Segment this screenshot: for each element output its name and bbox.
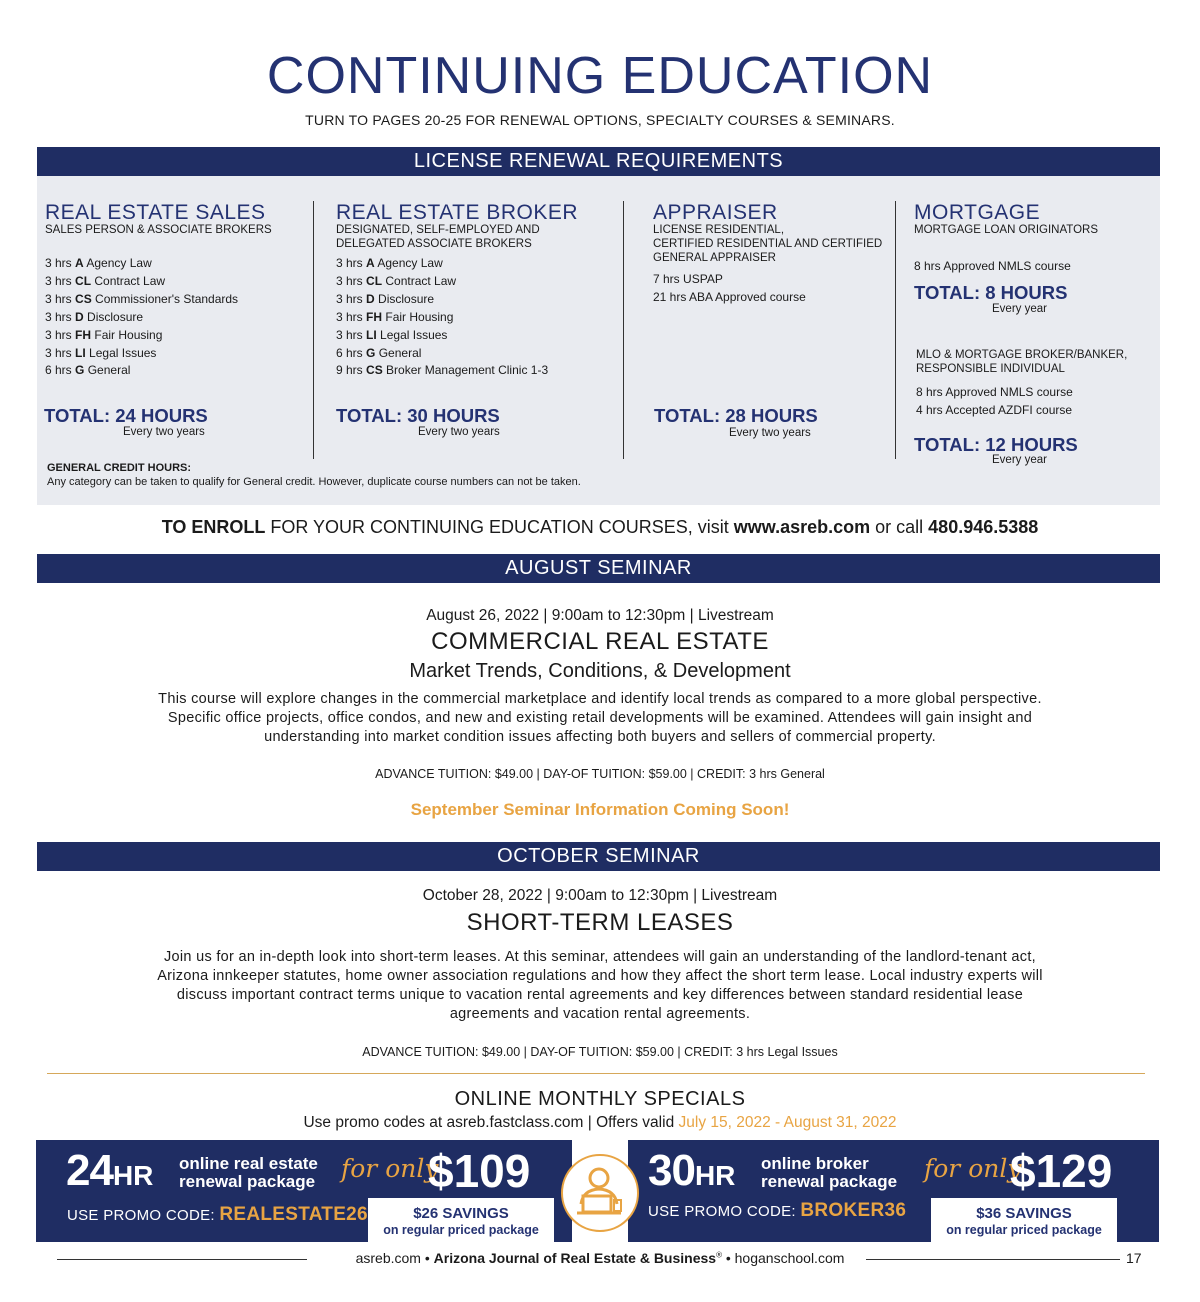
promo-package: online broker renewal package bbox=[761, 1154, 898, 1191]
october-tuition: ADVANCE TUITION: $49.00 | DAY-OF TUITION: $59.00 | CREDIT: 3 hrs Legal Issues bbox=[362, 1045, 838, 1059]
divider-rule bbox=[47, 1073, 1145, 1074]
promo-real-estate bbox=[36, 1140, 572, 1242]
mortgage-subtitle-b2: RESPONSIBLE INDIVIDUAL bbox=[916, 363, 1065, 375]
enroll-phone-link[interactable]: 480.946.5388 bbox=[928, 517, 1039, 537]
mortgage-period-2: Every year bbox=[992, 454, 1047, 466]
mortgage-course-1: 8 hrs Approved NMLS course bbox=[914, 259, 1071, 273]
column-divider bbox=[623, 201, 624, 459]
mortgage-course-b2: 4 hrs Accepted AZDFI course bbox=[916, 403, 1073, 417]
page-title: CONTINUING EDUCATION bbox=[266, 47, 934, 105]
savings-note: on regular priced package bbox=[383, 1223, 539, 1237]
appraiser-period: Every two years bbox=[729, 427, 811, 439]
list-item: 21 hrs ABA Approved course bbox=[653, 289, 806, 304]
specials-dates: July 15, 2022 - August 31, 2022 bbox=[678, 1114, 897, 1131]
broker-subtitle-2: DELEGATED ASSOCIATE BROKERS bbox=[336, 238, 532, 250]
promo-hours: 24HR bbox=[66, 1146, 154, 1195]
broker-title: REAL ESTATE BROKER bbox=[336, 201, 578, 224]
promo-package: online real estate renewal package bbox=[179, 1154, 318, 1191]
mortgage-column bbox=[914, 202, 1098, 237]
promo-price: $129 bbox=[1010, 1145, 1113, 1197]
appraiser-title: APPRAISER bbox=[653, 201, 778, 224]
list-item: 3 hrs FH Fair Housing bbox=[45, 327, 163, 342]
list-item: 3 hrs A Agency Law bbox=[45, 256, 152, 270]
august-date: August 26, 2022 | 9:00am to 12:30pm | Livestream bbox=[426, 607, 774, 624]
august-description: This course will explore changes in the commercial marketplace and identify local trends as compared to a more global perspective. Specific office projects, office condos, and new and existing retail developments will be examined. Attendees will gain insight and understanding into market condition issues affecting both buyers and sellers of commercial property. bbox=[158, 691, 1042, 745]
enroll-line bbox=[0, 517, 1200, 538]
promo-code: BROKER36 bbox=[800, 1200, 907, 1221]
list-item: 6 hrs G General bbox=[336, 345, 422, 360]
laptop-user-icon bbox=[561, 1154, 639, 1232]
broker-total: TOTAL: 30 HOURS bbox=[336, 405, 500, 426]
list-item: 3 hrs CL Contract Law bbox=[45, 273, 166, 288]
savings-box bbox=[368, 1198, 554, 1242]
october-seminar-bar: OCTOBER SEMINAR bbox=[37, 842, 1160, 871]
october-date: October 28, 2022 | 9:00am to 12:30pm | Livestream bbox=[422, 887, 778, 904]
specials-title: ONLINE MONTHLY SPECIALS bbox=[454, 1088, 746, 1110]
license-renewal-bar: LICENSE RENEWAL REQUIREMENTS bbox=[37, 147, 1160, 176]
list-item: 3 hrs CS Commissioner's Standards bbox=[45, 291, 239, 306]
mortgage-course-b1: 8 hrs Approved NMLS course bbox=[916, 385, 1073, 399]
august-subtitle: Market Trends, Conditions, & Development bbox=[409, 660, 791, 682]
column-divider bbox=[895, 201, 896, 459]
savings-amount: $36 SAVINGS bbox=[976, 1205, 1072, 1222]
general-credit-label: GENERAL CREDIT HOURS: bbox=[47, 462, 192, 474]
enroll-url-link[interactable]: www.asreb.com bbox=[733, 517, 871, 537]
enroll-visit: visit bbox=[697, 517, 734, 537]
mortgage-title: MORTGAGE bbox=[914, 201, 1041, 224]
promo-code-line: USE PROMO CODE: BROKER36 bbox=[648, 1200, 907, 1221]
broker-course-list bbox=[336, 255, 578, 380]
list-item: 3 hrs FH Fair Housing bbox=[336, 309, 454, 324]
appraiser-subtitle-3: GENERAL APPRAISER bbox=[653, 252, 776, 264]
promo-price: $109 bbox=[428, 1145, 531, 1197]
promo-broker bbox=[628, 1140, 1159, 1242]
enroll-or-call: or call bbox=[870, 517, 929, 537]
footer-brand: Arizona Journal of Real Estate & Business bbox=[433, 1250, 717, 1266]
page-number: 17 bbox=[1126, 1250, 1142, 1266]
sales-subtitle: SALES PERSON & ASSOCIATE BROKERS bbox=[45, 224, 272, 236]
savings-amount: $26 SAVINGS bbox=[413, 1205, 509, 1222]
list-item: 3 hrs CL Contract Law bbox=[336, 273, 457, 288]
appraiser-column bbox=[653, 202, 882, 307]
promo-for-only: for only bbox=[924, 1154, 1022, 1183]
list-item: 3 hrs LI Legal Issues bbox=[45, 345, 157, 360]
broker-column bbox=[336, 202, 578, 380]
promo-code: REALESTATE26 bbox=[219, 1204, 368, 1225]
savings-note: on regular priced package bbox=[946, 1223, 1102, 1237]
specials-subtitle: Use promo codes at asreb.fastclass.com | Offers valid July 15, 2022 - August 31, 2022 bbox=[303, 1114, 897, 1131]
sales-title: REAL ESTATE SALES bbox=[45, 201, 266, 224]
promo-for-only: for only bbox=[341, 1154, 439, 1183]
list-item: 3 hrs LI Legal Issues bbox=[336, 327, 448, 342]
mortgage-total-2: TOTAL: 12 HOURS bbox=[914, 434, 1078, 455]
mortgage-period-1: Every year bbox=[992, 303, 1047, 315]
enroll-text: FOR YOUR CONTINUING EDUCATION COURSES, bbox=[265, 517, 698, 537]
october-description: Join us for an in-depth look into short-term leases. At this seminar, attendees will gain an understanding of the landlord-tenant act, Arizona innkeeper statutes, home owner association regulations and how they affect the short term lease. Local industry experts will discuss important contract terms unique to vacation rental agreements and key differences between standard residential lease agreements and vacation rental agreements. bbox=[157, 949, 1043, 1022]
sales-course-list bbox=[45, 255, 272, 380]
general-credit-text: Any category can be taken to qualify for General credit. However, duplicate course numbers can not be taken. bbox=[47, 476, 581, 488]
appraiser-subtitle-2: CERTIFIED RESIDENTIAL AND CERTIFIED bbox=[653, 238, 883, 250]
october-title: SHORT-TERM LEASES bbox=[466, 909, 734, 936]
broker-period: Every two years bbox=[418, 426, 500, 438]
september-notice: September Seminar Information Coming Soon! bbox=[410, 800, 790, 819]
appraiser-total: TOTAL: 28 HOURS bbox=[654, 405, 818, 426]
sales-column bbox=[45, 202, 272, 380]
appraiser-subtitle-1: LICENSE RESIDENTIAL, bbox=[653, 224, 785, 236]
list-item: 3 hrs A Agency Law bbox=[336, 256, 443, 270]
column-divider bbox=[313, 201, 314, 459]
promo-code-line: USE PROMO CODE: REALESTATE26 bbox=[67, 1204, 368, 1225]
mortgage-subtitle-b1: MLO & MORTGAGE BROKER/BANKER, bbox=[916, 349, 1128, 361]
mortgage-total-1: TOTAL: 8 HOURS bbox=[914, 282, 1068, 303]
august-seminar-bar: AUGUST SEMINAR bbox=[37, 554, 1160, 583]
appraiser-course-list bbox=[653, 271, 882, 307]
list-item: 3 hrs D Disclosure bbox=[45, 309, 144, 324]
list-item: 3 hrs D Disclosure bbox=[336, 291, 435, 306]
list-item: 9 hrs CS Broker Management Clinic 1-3 bbox=[336, 363, 549, 378]
footer: asreb.com • Arizona Journal of Real Estate & Business® • hoganschool.com bbox=[355, 1250, 845, 1266]
promo-hours: 30HR bbox=[648, 1146, 736, 1195]
sales-total: TOTAL: 24 HOURS bbox=[44, 405, 208, 426]
august-title: COMMERCIAL REAL ESTATE bbox=[431, 628, 769, 655]
list-item: 6 hrs G General bbox=[45, 363, 131, 378]
page-subtitle: TURN TO PAGES 20-25 FOR RENEWAL OPTIONS, SPECIALTY COURSES & SEMINARS. bbox=[305, 112, 895, 128]
list-item: 7 hrs USPAP bbox=[653, 272, 723, 286]
requirements-panel bbox=[37, 176, 1160, 505]
enroll-bold: TO ENROLL bbox=[161, 517, 266, 537]
august-tuition: ADVANCE TUITION: $49.00 | DAY-OF TUITION: $59.00 | CREDIT: 3 hrs General bbox=[375, 767, 825, 781]
mortgage-subtitle: MORTGAGE LOAN ORIGINATORS bbox=[914, 224, 1099, 236]
sales-period: Every two years bbox=[123, 426, 205, 438]
broker-subtitle-1: DESIGNATED, SELF-EMPLOYED AND bbox=[336, 224, 540, 236]
savings-box bbox=[931, 1198, 1117, 1242]
